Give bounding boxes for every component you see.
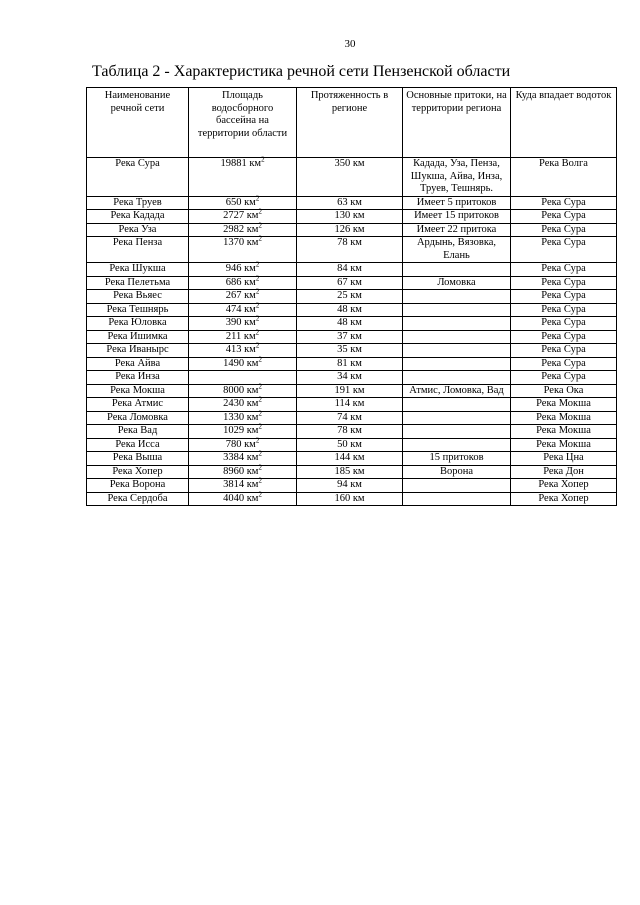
cell-tributaries xyxy=(403,357,511,371)
area-value: 390 км xyxy=(225,317,256,328)
area-value: 2727 км xyxy=(223,210,259,221)
cell-mouth: Река Ока xyxy=(511,384,617,398)
area-unit-exponent: 2 xyxy=(258,395,262,404)
table-body xyxy=(87,155,617,506)
cell-river-name: Река Вьяес xyxy=(87,290,189,304)
area-unit-exponent: 2 xyxy=(258,476,262,485)
cell-mouth: Река Волга xyxy=(511,158,617,197)
cell-tributaries xyxy=(403,438,511,452)
cell-tributaries xyxy=(403,398,511,412)
cell-mouth: Река Сура xyxy=(511,371,617,385)
table-row xyxy=(87,196,617,210)
cell-tributaries xyxy=(403,317,511,331)
cell-basin-area xyxy=(189,341,297,358)
area-value: 1370 км xyxy=(223,237,259,248)
table-row xyxy=(87,492,617,506)
cell-length: 63 км xyxy=(297,196,403,210)
cell-basin-area xyxy=(189,492,297,506)
cell-length: 34 км xyxy=(297,371,403,385)
cell-river-name: Река Иванырс xyxy=(87,344,189,358)
cell-tributaries xyxy=(403,425,511,439)
area-unit-exponent: 2 xyxy=(255,260,260,269)
cell-river-name: Река Тешнярь xyxy=(87,303,189,317)
table-row xyxy=(87,425,617,439)
cell-tributaries: Ардынь, Вязовка, Елань xyxy=(403,237,511,263)
cell-length: 84 км xyxy=(297,263,403,277)
table-row xyxy=(87,223,617,237)
cell-length: 114 км xyxy=(297,398,403,412)
header-tributaries: Основные притоки, на территории региона xyxy=(403,88,511,158)
area-unit-exponent: 2 xyxy=(255,301,260,309)
cell-basin-area xyxy=(189,384,297,398)
cell-length: 350 км xyxy=(297,158,403,197)
table-row xyxy=(87,398,617,412)
table-row xyxy=(87,479,617,493)
area-unit-exponent: 2 xyxy=(258,449,262,458)
table-row xyxy=(87,330,617,344)
area-value: 1490 км xyxy=(223,357,259,369)
cell-mouth: Река Сура xyxy=(511,290,617,304)
cell-river-name: Река Кадада xyxy=(87,210,189,224)
cell-river-name: Река Шукша xyxy=(87,263,189,277)
page-number: 30 xyxy=(344,38,356,50)
table-row xyxy=(87,411,617,425)
cell-river-name: Река Исса xyxy=(87,438,189,452)
cell-tributaries xyxy=(403,411,511,425)
cell-mouth: Река Сура xyxy=(511,263,617,277)
header-length: Протяженность в регионе xyxy=(297,88,403,158)
cell-basin-area xyxy=(189,155,297,197)
cell-river-name: Река Вад xyxy=(87,425,189,439)
table-row xyxy=(87,210,617,224)
cell-mouth: Река Сура xyxy=(511,196,617,210)
table-row xyxy=(87,371,617,385)
table-row xyxy=(87,438,617,452)
cell-tributaries xyxy=(403,303,511,317)
cell-basin-area xyxy=(189,476,297,493)
cell-river-name: Река Ломовка xyxy=(87,411,189,425)
cell-tributaries xyxy=(403,330,511,344)
cell-basin-area xyxy=(189,330,297,344)
area-unit-exponent: 2 xyxy=(255,274,260,282)
cell-basin-area xyxy=(189,207,297,224)
cell-river-name: Река Мокша xyxy=(87,384,189,398)
cell-tributaries xyxy=(403,263,511,277)
table-row xyxy=(87,276,617,290)
cell-mouth: Река Сура xyxy=(511,317,617,331)
river-network-table xyxy=(86,87,617,506)
cell-basin-area xyxy=(189,276,297,290)
cell-river-name: Река Ишимка xyxy=(87,330,189,344)
area-value: 946 км xyxy=(225,263,256,274)
cell-length: 94 км xyxy=(297,479,403,493)
table-row xyxy=(87,290,617,304)
table-row xyxy=(87,452,617,466)
area-value: 8960 км xyxy=(223,465,259,477)
cell-river-name: Река Выша xyxy=(87,452,189,466)
cell-basin-area xyxy=(189,438,297,452)
table-row xyxy=(87,317,617,331)
table-row xyxy=(87,357,617,371)
table-row xyxy=(87,303,617,317)
area-value: 2982 км xyxy=(223,223,259,235)
table-row xyxy=(87,158,617,197)
area-value: 780 км xyxy=(225,438,256,450)
cell-basin-area xyxy=(189,314,297,331)
cell-length: 67 км xyxy=(297,276,403,290)
cell-tributaries: Атмис, Ломовка, Вад xyxy=(403,384,511,398)
cell-length: 126 км xyxy=(297,223,403,237)
area-value: 413 км xyxy=(225,344,256,355)
cell-mouth: Река Мокша xyxy=(511,411,617,425)
area-value: 8000 км xyxy=(223,384,259,396)
cell-length: 81 км xyxy=(297,357,403,371)
cell-mouth: Река Хопер xyxy=(511,492,617,506)
cell-mouth: Река Мокша xyxy=(511,425,617,439)
cell-river-name: Река Хопер xyxy=(87,465,189,479)
cell-length: 25 км xyxy=(297,290,403,304)
area-unit-exponent: 2 xyxy=(255,194,260,202)
area-value: 267 км xyxy=(225,290,256,301)
cell-mouth: Река Сура xyxy=(511,276,617,290)
cell-length: 48 км xyxy=(297,303,403,317)
area-unit-exponent: 2 xyxy=(258,355,262,363)
cell-mouth: Река Дон xyxy=(511,465,617,479)
cell-length: 130 км xyxy=(297,210,403,224)
area-value: 2430 км xyxy=(223,398,259,409)
area-unit-exponent: 2 xyxy=(258,422,262,431)
table-row xyxy=(87,237,617,263)
table-row xyxy=(87,384,617,398)
cell-tributaries: Имеет 15 притоков xyxy=(403,210,511,224)
cell-basin-area xyxy=(189,357,297,371)
table-caption: Таблица 2 - Характеристика речной сети Пензенской области xyxy=(92,63,511,80)
cell-length: 144 км xyxy=(297,452,403,466)
cell-length: 48 км xyxy=(297,317,403,331)
cell-mouth: Река Сура xyxy=(511,344,617,358)
cell-river-name: Река Атмис xyxy=(87,398,189,412)
area-unit-exponent: 2 xyxy=(258,234,262,243)
cell-tributaries xyxy=(403,371,511,385)
area-value: 3384 км xyxy=(223,452,259,463)
area-value: 650 км xyxy=(225,196,256,208)
area-unit-exponent: 2 xyxy=(255,436,260,444)
header-row xyxy=(87,88,617,158)
cell-mouth: Река Сура xyxy=(511,210,617,224)
area-unit-exponent: 2 xyxy=(258,382,262,390)
cell-tributaries: Имеет 22 притока xyxy=(403,223,511,237)
table-row xyxy=(87,344,617,358)
table-row xyxy=(87,263,617,277)
cell-mouth: Река Сура xyxy=(511,330,617,344)
cell-river-name: Река Айва xyxy=(87,357,189,371)
header-mouth: Куда впадает водоток xyxy=(511,88,617,158)
area-value: 1029 км xyxy=(223,425,259,436)
cell-length: 191 км xyxy=(297,384,403,398)
area-unit-exponent: 2 xyxy=(255,341,260,350)
area-unit-exponent: 2 xyxy=(258,490,262,498)
cell-river-name: Река Пелетьма xyxy=(87,276,189,290)
area-value: 474 км xyxy=(225,303,256,315)
header-basin-area: Площадь водосборного бассейна на территории области xyxy=(189,88,297,158)
area-value: 4040 км xyxy=(223,492,259,504)
cell-mouth: Река Сура xyxy=(511,303,617,317)
area-unit-exponent: 2 xyxy=(258,463,262,471)
cell-tributaries xyxy=(403,290,511,304)
cell-length: 160 км xyxy=(297,492,403,506)
table-header xyxy=(87,88,617,158)
area-unit-exponent: 2 xyxy=(258,409,262,417)
cell-basin-area xyxy=(189,449,297,466)
area-value: 19881 км xyxy=(220,158,262,169)
cell-river-name: Река Инза xyxy=(87,371,189,385)
cell-tributaries: 15 притоков xyxy=(403,452,511,466)
cell-river-name: Река Юловка xyxy=(87,317,189,331)
cell-basin-area xyxy=(189,465,297,479)
area-unit-exponent: 2 xyxy=(258,207,262,216)
cell-length: 35 км xyxy=(297,344,403,358)
cell-basin-area xyxy=(189,196,297,210)
area-unit-exponent: 2 xyxy=(255,314,260,323)
cell-length: 37 км xyxy=(297,330,403,344)
cell-tributaries xyxy=(403,492,511,506)
cell-river-name: Река Пенза xyxy=(87,237,189,263)
cell-basin-area xyxy=(189,303,297,317)
cell-length: 185 км xyxy=(297,465,403,479)
cell-mouth: Река Хопер xyxy=(511,479,617,493)
area-value: 686 км xyxy=(225,276,256,288)
cell-tributaries: Кадада, Уза, Пенза, Шукша, Айва, Инза, Труев, Тешнярь. xyxy=(403,158,511,197)
cell-length: 78 км xyxy=(297,237,403,263)
cell-tributaries: Ворона xyxy=(403,465,511,479)
area-value: 211 км xyxy=(225,330,256,342)
cell-tributaries: Ломовка xyxy=(403,276,511,290)
area-unit-exponent: 2 xyxy=(258,221,262,229)
cell-tributaries xyxy=(403,479,511,493)
cell-mouth: Река Сура xyxy=(511,357,617,371)
cell-length: 74 км xyxy=(297,411,403,425)
cell-basin-area xyxy=(189,287,297,304)
cell-basin-area xyxy=(189,395,297,412)
table-row xyxy=(87,465,617,479)
cell-mouth: Река Мокша xyxy=(511,438,617,452)
cell-basin-area xyxy=(189,223,297,237)
cell-basin-area xyxy=(189,234,297,263)
cell-river-name: Река Уза xyxy=(87,223,189,237)
cell-basin-area xyxy=(189,411,297,425)
cell-mouth: Река Цна xyxy=(511,452,617,466)
cell-length: 50 км xyxy=(297,438,403,452)
area-unit-exponent: 2 xyxy=(255,328,260,336)
cell-river-name: Река Сура xyxy=(87,158,189,197)
cell-basin-area xyxy=(189,371,297,385)
cell-basin-area xyxy=(189,422,297,439)
header-river-name: Наименование речной сети xyxy=(87,88,189,158)
cell-river-name: Река Сердоба xyxy=(87,492,189,506)
cell-river-name: Река Труев xyxy=(87,196,189,210)
cell-length: 78 км xyxy=(297,425,403,439)
cell-mouth: Река Мокша xyxy=(511,398,617,412)
area-unit-exponent: 2 xyxy=(261,155,265,164)
cell-tributaries xyxy=(403,344,511,358)
area-value: 3814 км xyxy=(223,479,259,490)
cell-mouth: Река Сура xyxy=(511,237,617,263)
cell-river-name: Река Ворона xyxy=(87,479,189,493)
area-unit-exponent: 2 xyxy=(255,287,260,296)
area-value: 1330 км xyxy=(223,411,259,423)
cell-mouth: Река Сура xyxy=(511,223,617,237)
cell-tributaries: Имеет 5 притоков xyxy=(403,196,511,210)
cell-basin-area xyxy=(189,260,297,277)
